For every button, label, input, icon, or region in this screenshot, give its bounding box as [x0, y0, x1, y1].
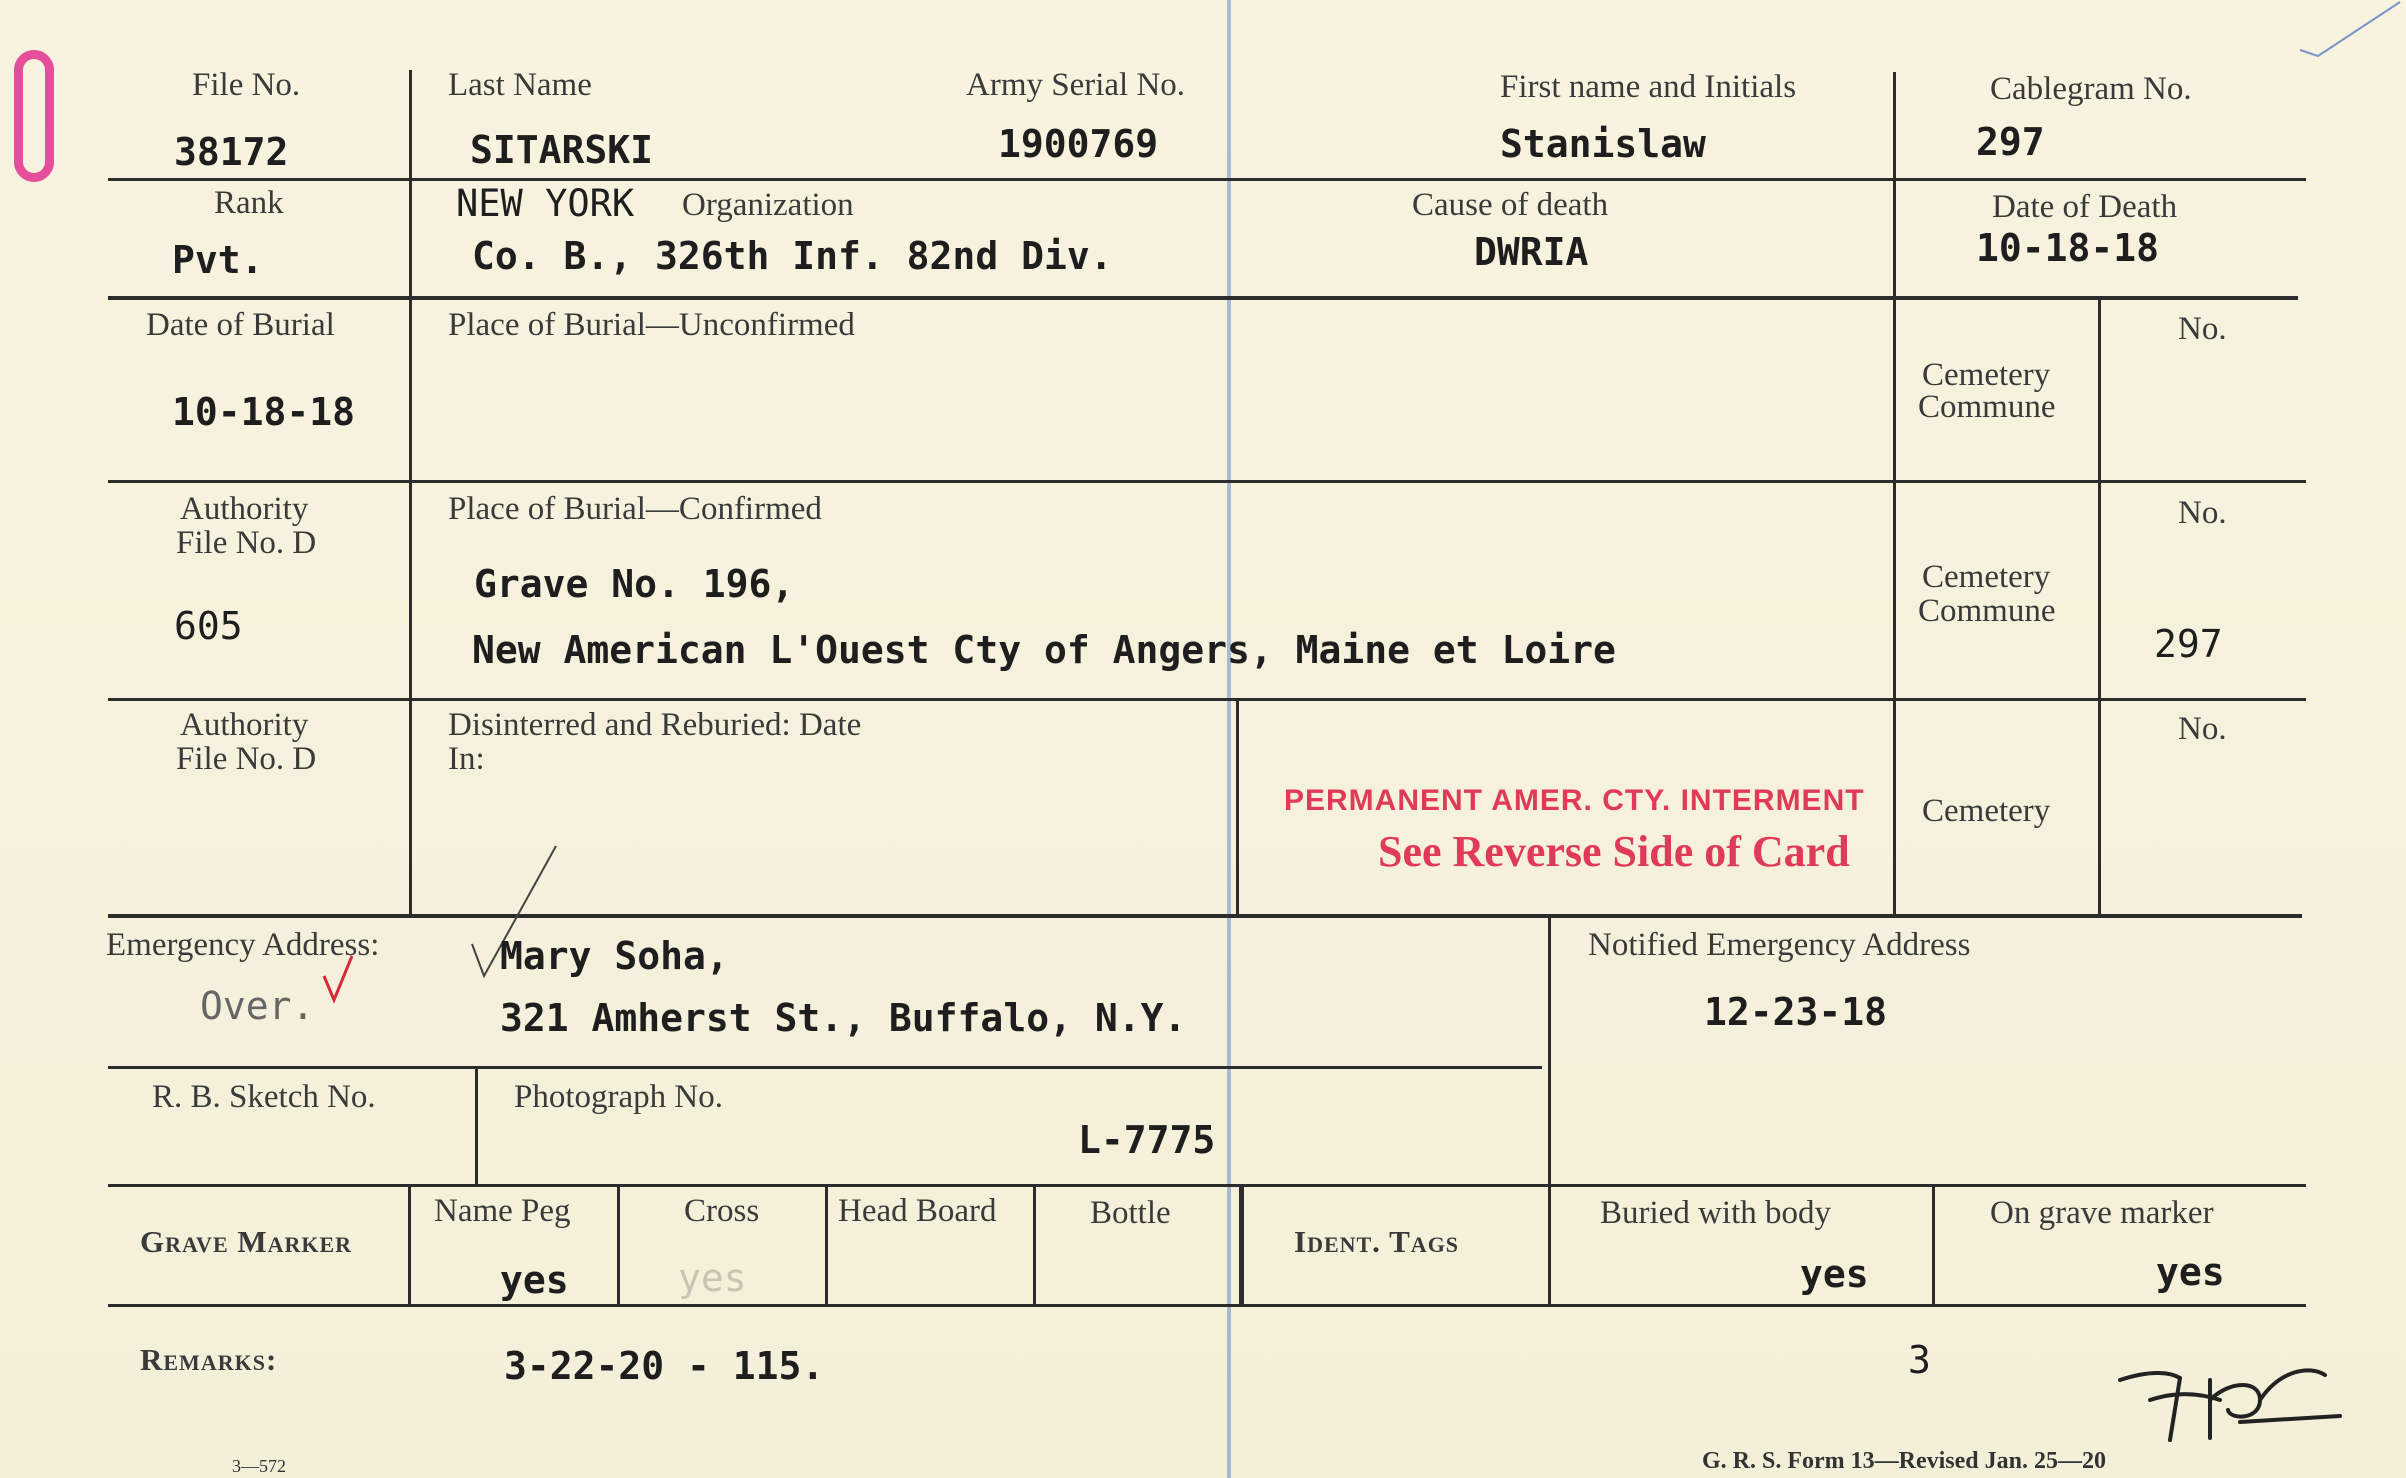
file-no-value: 38172 — [174, 130, 289, 174]
cause-of-death-value: DWRIA — [1474, 230, 1589, 274]
col-line-gm-6 — [1548, 1186, 1551, 1304]
rule-2 — [108, 296, 2298, 300]
bottle-label: Bottle — [1090, 1195, 1171, 1231]
head-board-label: Head Board — [838, 1193, 997, 1229]
col-line-gm-4 — [1033, 1186, 1036, 1304]
authority-label-2: Authority — [180, 707, 309, 743]
no-label-1: No. — [2178, 311, 2227, 347]
remarks-label: Remarks: — [140, 1342, 278, 1377]
col-line-stamp — [1236, 698, 1239, 916]
cablegram-label: Cablegram No. — [1990, 71, 2192, 107]
fold-line — [1227, 0, 1231, 1478]
emergency-street-value: 321 Amherst St., Buffalo, N.Y. — [500, 996, 1187, 1040]
col-line-sketch — [475, 1068, 478, 1186]
emergency-over-value: Over. — [200, 984, 315, 1028]
photograph-label: Photograph No. — [514, 1079, 723, 1115]
stamp-line-1: PERMANENT AMER. CTY. INTERMENT — [1284, 784, 1865, 817]
remarks-value: 3-22-20 - 115. — [504, 1344, 825, 1388]
name-peg-value: yes — [500, 1258, 569, 1302]
rule-1 — [108, 178, 2306, 181]
stamp-line-2: See Reverse Side of Card — [1378, 827, 1850, 876]
date-of-death-label: Date of Death — [1992, 189, 2178, 225]
organization-value: Co. B., 326th Inf. 82nd Div. — [472, 234, 1113, 278]
no-label-2: No. — [2178, 495, 2227, 531]
col-line-3 — [2098, 298, 2101, 916]
army-serial-value: 1900769 — [998, 122, 1159, 166]
red-check-icon — [320, 950, 360, 1010]
confirmed-no-value: 297 — [2154, 622, 2223, 666]
notified-emergency-label: Notified Emergency Address — [1588, 927, 1971, 963]
photograph-no-value: L-7775 — [1078, 1118, 1216, 1162]
cemetery-label-3: Cemetery — [1922, 793, 2051, 829]
grave-marker-label: Grave Marker — [140, 1224, 353, 1259]
rule-3 — [108, 480, 2306, 483]
grave-no-value: Grave No. 196, — [474, 562, 795, 606]
file-no-label: File No. — [192, 67, 301, 103]
col-line-gm-7 — [1932, 1186, 1935, 1304]
rule-7 — [108, 1184, 2306, 1187]
rule-4 — [108, 698, 2306, 701]
first-name-value: Stanislaw — [1500, 122, 1706, 166]
emergency-address-label: Emergency Address: — [106, 927, 380, 963]
commune-label-2: Commune — [1918, 593, 2056, 629]
disinterred-label: Disinterred and Reburied: Date — [448, 707, 862, 743]
rule-5 — [108, 914, 2302, 918]
col-line-1 — [409, 70, 412, 916]
col-line-gm-2 — [617, 1186, 620, 1304]
emergency-name-value: Mary Soha, — [500, 934, 729, 978]
authority-label-1: Authority — [180, 491, 309, 527]
col-line-gm-5 — [1239, 1186, 1244, 1304]
ident-tags-label: Ident. Tags — [1294, 1224, 1460, 1259]
cause-of-death-label: Cause of death — [1412, 187, 1609, 223]
buried-with-body-value: yes — [1800, 1252, 1869, 1296]
corner-check-mark — [2296, 0, 2406, 60]
cablegram-value: 297 — [1976, 120, 2045, 164]
print-code: 3—572 — [232, 1456, 286, 1476]
state-value: NEW YORK — [456, 182, 635, 225]
place-unconfirmed-label: Place of Burial—Unconfirmed — [448, 307, 855, 343]
cross-value: yes — [678, 1256, 747, 1300]
rule-8 — [108, 1304, 2306, 1307]
army-serial-label: Army Serial No. — [966, 67, 1186, 103]
last-name-label: Last Name — [448, 67, 592, 103]
on-grave-marker-label: On grave marker — [1990, 1195, 2214, 1231]
first-name-label: First name and Initials — [1500, 69, 1797, 105]
commune-label-1: Commune — [1918, 389, 2056, 425]
in-label: In: — [448, 741, 485, 777]
authority-file-label-2: File No. D — [176, 741, 317, 777]
cemetery-label-1: Cemetery — [1922, 357, 2051, 393]
col-line-gm-1 — [408, 1186, 411, 1304]
place-confirmed-label: Place of Burial—Confirmed — [448, 491, 822, 527]
col-line-gm-3 — [825, 1186, 828, 1304]
notified-date-value: 12-23-18 — [1704, 990, 1888, 1034]
no-label-3: No. — [2178, 711, 2227, 747]
rb-sketch-label: R. B. Sketch No. — [152, 1079, 376, 1115]
cemetery-label-2: Cemetery — [1922, 559, 2051, 595]
name-peg-label: Name Peg — [434, 1193, 571, 1229]
authority-file-label-1: File No. D — [176, 525, 317, 561]
form-number: G. R. S. Form 13—Revised Jan. 25—20 — [1702, 1448, 2106, 1474]
date-of-death-value: 10-18-18 — [1976, 226, 2160, 270]
rank-value: Pvt. — [172, 238, 264, 282]
organization-label: Organization — [682, 187, 854, 223]
on-grave-marker-value: yes — [2156, 1250, 2225, 1294]
rule-6 — [108, 1066, 1542, 1069]
initials-signature — [2110, 1360, 2350, 1450]
authority-file-value: 605 — [174, 604, 243, 648]
buried-with-body-label: Buried with body — [1600, 1195, 1831, 1231]
date-of-burial-value: 10-18-18 — [172, 390, 356, 434]
cross-label: Cross — [684, 1193, 760, 1229]
pink-marker-o — [14, 50, 54, 182]
last-name-value: SITARSKI — [470, 128, 654, 172]
date-of-burial-label: Date of Burial — [146, 307, 335, 343]
cemetery-place-value: New American L'Ouest Cty of Angers, Maine et Loire — [472, 628, 1616, 672]
col-line-2 — [1893, 72, 1896, 916]
remarks-count-value: 3 — [1908, 1338, 1931, 1382]
rank-label: Rank — [214, 185, 284, 221]
